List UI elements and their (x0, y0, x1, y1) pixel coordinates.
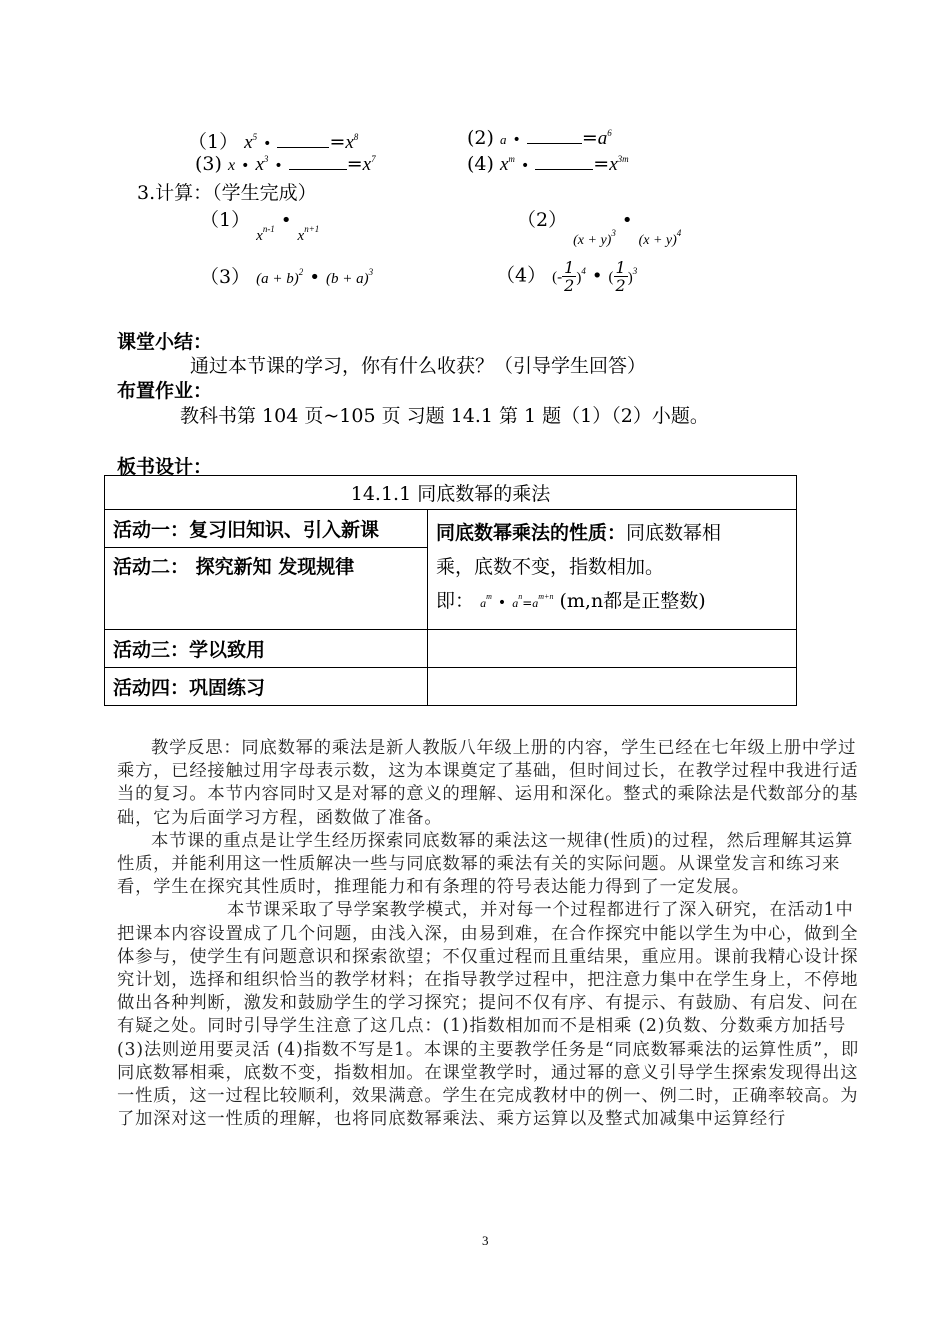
empty-cell (428, 668, 797, 706)
activity-1: 活动一：复习旧知识、引入新课 (105, 510, 428, 548)
exercise-1: （1） $x^5$ • $=x^8$ (188, 131, 359, 153)
property-text-2: 乘，底数不变，指数相加。 (436, 556, 665, 578)
question-3-title: 3.计算：（学生完成） (137, 182, 317, 204)
property-cell (428, 510, 797, 630)
calc-1: （1） $_{x^{n-1}}$ • $_{x^{n+1}}$ (200, 209, 320, 244)
exercise-4: (4) $x^m$ • $=x^{3m}$ (467, 153, 629, 175)
activity-4: 活动四：巩固练习 (105, 668, 428, 706)
summary-heading: 课堂小结： (117, 331, 213, 353)
answer-blank[interactable] (527, 129, 582, 144)
board-design-table (104, 475, 797, 706)
homework-heading: 布置作业： (117, 380, 213, 402)
answer-blank[interactable] (535, 155, 593, 170)
reflection-paragraph-2: 本节课的重点是让学生经历探索同底数幂的乘法这一规律(性质)的过程，然后理解其运算性质，并能利用这一性质解决一些与同底数幂的乘法有关的实际问题。从课堂发言和练习来看，学生在探究其性质时，推理能力和有条理的符号表达能力得到了一定发展。 (117, 830, 854, 898)
homework-text: 教科书第 104 页~105 页 习题 14.1 第 1 题（1）（2）小题。 (180, 405, 709, 427)
property-label: 同底数幂乘法的性质： (436, 522, 627, 544)
activity-2: 活动二： 探究新知 发现规律 (105, 548, 428, 630)
answer-blank[interactable] (289, 155, 347, 170)
calc-2: （2） $_{(x + y)^3}$ • $_{(x + y)^4}$ (517, 209, 682, 248)
page-number: 3 (482, 1233, 489, 1248)
board-heading: 板书设计： (117, 456, 213, 478)
board-title: 14.1.1 同底数幂的乘法 (105, 476, 797, 510)
summary-text: 通过本节课的学习，你有什么收获？（引导学生回答） (190, 355, 647, 377)
exercise-3: (3) x • $x^3$ • $=x^7$ (195, 153, 376, 175)
exercise-2: (2) a • $=a^6$ (467, 127, 612, 149)
calc-4: （4） (- $\frac{1}{2}$ )$^4$ • ( $\frac{1}{2}$ )$^3$ (496, 258, 638, 295)
answer-blank[interactable] (277, 133, 329, 148)
activity-3: 活动三：学以致用 (105, 630, 428, 668)
calc-3: （3） $(a + b)^2$ • $(b + a)^3$ (200, 266, 374, 288)
reflection-paragraph-3: 本节课采取了导学案教学模式，并对每一个过程都进行了深入研究，在活动1中把课本内容设置成了几个问题，由浅入深，由易到难，在合作探究中能以学生为中心，做到全体参与，使学生有问题意识和探索欲望；不仅重过程而且重结果，重应用。课前我精心设计探究计划，选择和组织恰当的教学材料；在指导教学过程中，把注意力集中在学生身上，不停地做出各种判断，激发和鼓励学生的学习探究；提问不仅有序、有提示、有鼓励、有启发、问在有疑之处。同时引导学生注意了这几点：(1)指数相加而不是相乘 (2)负数、分数乘方加括号(3)法则逆用要灵活 (4)指数不写是1。本课的主要教学任务是“同底数幂乘法的运算性质”，即同底数幂相乘，底数不变，指数相加。在课堂教学时，通过幂的意义引导学生探索发现得出这一性质，这一过程比较顺利，效果满意。学生在完成教材中的例一、例二时，正确率较高。为了加深对这一性质的理解，也将同底数幂乘法、乘方运算以及整式加减集中运算经行 (117, 900, 860, 1130)
empty-cell (428, 630, 797, 668)
teaching-reflection (117, 737, 862, 1131)
property-text-1: 同底数幂相 (626, 522, 722, 544)
reflection-paragraph-1: 教学反思：同底数幂的乘法是新人教版八年级上册的内容，学生已经在七年级上册中学过乘方，已经接触过用字母表示数，这为本课奠定了基础，但时间过长，在教学过程中我进行适当的复习。本节内容同时又是对幂的意义的理解、运用和深化。整式的乘除法是代数部分的基础，它为后面学习方程，函数做了准备。 (117, 738, 859, 828)
property-formula: 即： $a^m$ • $a^n=a^{m+n}$ (m,n都是正整数) (436, 590, 706, 612)
